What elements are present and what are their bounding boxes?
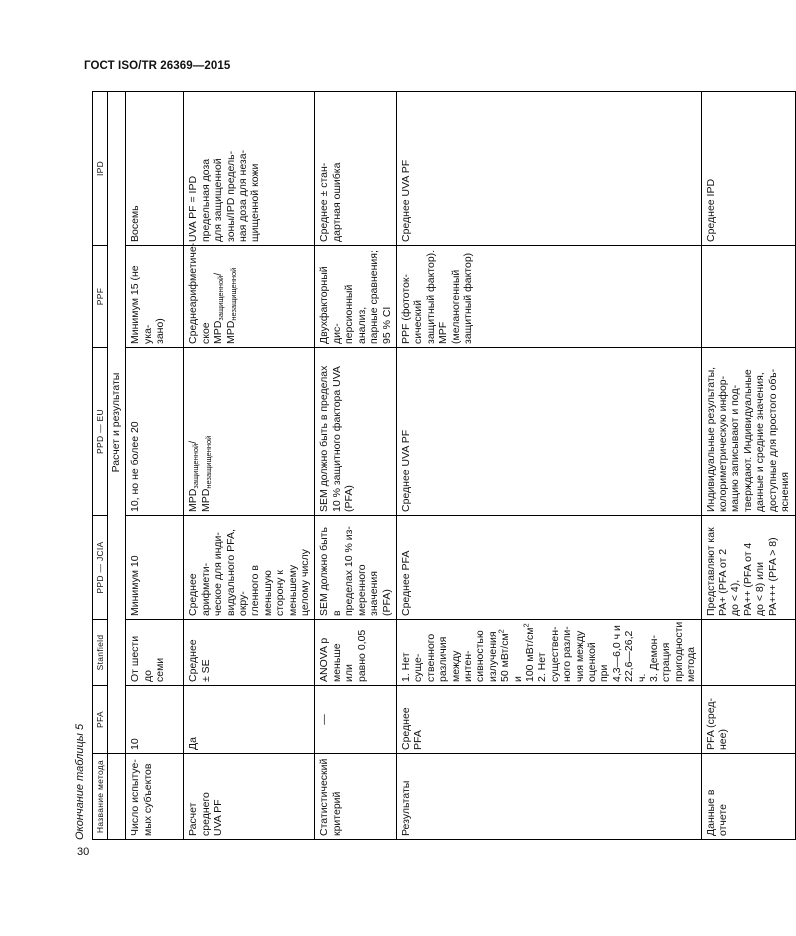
column-header: Stanfield bbox=[93, 620, 108, 686]
table-header-row bbox=[93, 92, 108, 840]
table-cell: Среднее PFA bbox=[396, 516, 701, 620]
table-cell bbox=[701, 246, 795, 348]
column-header: Название метода bbox=[93, 754, 108, 840]
column-header: PPD — EU bbox=[93, 348, 108, 516]
table-cell: Восемь bbox=[126, 92, 184, 246]
table-cell: Данные в отчете bbox=[701, 754, 795, 840]
table-cell: PPF (фототоксический защитный фактор). MPF (меланогенный защитный фактор) bbox=[396, 246, 701, 348]
table-cell: Среднее IPD bbox=[701, 92, 795, 246]
table-caption: Окончание таблицы 5 bbox=[74, 723, 86, 840]
table-cell: Да bbox=[184, 686, 315, 754]
table-cell: PFA (сред- нее) bbox=[701, 686, 795, 754]
table-cell: Среднеарифметиче- ское $MPD_{защищенной}/$ $MPD_{незащищенной}$ bbox=[184, 246, 315, 348]
table-cell: 10 bbox=[126, 686, 184, 754]
table-cell: UVA PF = IPD предельная доза для защищенной зоны/IPD предель- ная доза для неза- щищенной кожи bbox=[184, 92, 315, 246]
table-cell: ANOVA р меньше или равно 0,05 bbox=[315, 620, 396, 686]
table-cell: 1. Нет суще- ственного различия между интен- сивностью излучения 50 мВт/$см^2$ и 100 мВт/$см^2$ 2. Нет существен- ного разли- чия между оценкой при 4,3—6,0 ч и 22,6—26,2 ч. 3. Демон- страция пригодности метода bbox=[396, 620, 701, 686]
table-cell: $MPD_{защищенной}/$ $MPD_{незащищенной}$ bbox=[184, 348, 315, 516]
table-cell: Индивидуальные результаты, колориметрическую инфор- мацию записывают и под- тверждают. Индивидуальные данные и средние значения, доступные для простого объ- яснения bbox=[701, 348, 795, 516]
table-cell: Расчет среднего UVA PF bbox=[184, 754, 315, 840]
table-cell: Среднее арифмети- ческое для инди- видуального PFA, окру- гленного в меньшую сторону к меньшему целому числу bbox=[184, 516, 315, 620]
table-row bbox=[184, 92, 315, 840]
table-cell: Представляют как PA+ (PFA от 2 до < 4), PA++ (PFA от 4 до < 8) или PA+++ (PFA > 8) bbox=[701, 516, 795, 620]
column-header: IPD bbox=[93, 92, 108, 246]
table-row bbox=[396, 92, 701, 840]
table-cell: Среднее ± SE bbox=[184, 620, 315, 686]
table-cell: От шести до семи bbox=[126, 620, 184, 686]
table-cell: Среднее PFA bbox=[396, 686, 701, 754]
table-cell: Минимум 15 (не ука- зано) bbox=[126, 246, 184, 348]
rotated-table-container bbox=[74, 92, 792, 840]
document-title: ГОСТ ISO/TR 26369—2015 bbox=[84, 60, 231, 72]
column-header: PPD — JCIA bbox=[93, 516, 108, 620]
table-cell: Статистический критерий bbox=[315, 754, 396, 840]
table-cell: Минимум 10 bbox=[126, 516, 184, 620]
table-cell: Двухфакторный дис- персионный анализ, парные сравнения; 95 % CI bbox=[315, 246, 396, 348]
table-cell: Результаты bbox=[396, 754, 701, 840]
table-row bbox=[126, 92, 184, 840]
methods-table bbox=[92, 91, 796, 840]
table-row bbox=[315, 92, 396, 840]
column-header: PPF bbox=[93, 246, 108, 348]
table-cell bbox=[701, 620, 795, 686]
table-cell: Среднее ± стан- дартная ошибка bbox=[315, 92, 396, 246]
table-row bbox=[701, 92, 795, 840]
page-number: 30 bbox=[77, 846, 90, 858]
column-header: PFA bbox=[93, 686, 108, 754]
section-row bbox=[108, 92, 126, 840]
table-cell: SEM должно быть в пределах 10 % из- меренного значения (PFA) bbox=[315, 516, 396, 620]
table-cell: Среднее UVA PF bbox=[396, 92, 701, 246]
table-cell: — bbox=[315, 686, 396, 754]
table-cell: 10, но не более 20 bbox=[126, 348, 184, 516]
table-cell: Среднее UVA PF bbox=[396, 348, 701, 516]
table-cell: Число испытуе- мых субъектов bbox=[126, 754, 184, 840]
section-title: Расчет и результаты bbox=[108, 92, 126, 754]
table-cell: SEM должно быть в пределах 10 % защитного фактора UVA (PFA) bbox=[315, 348, 396, 516]
